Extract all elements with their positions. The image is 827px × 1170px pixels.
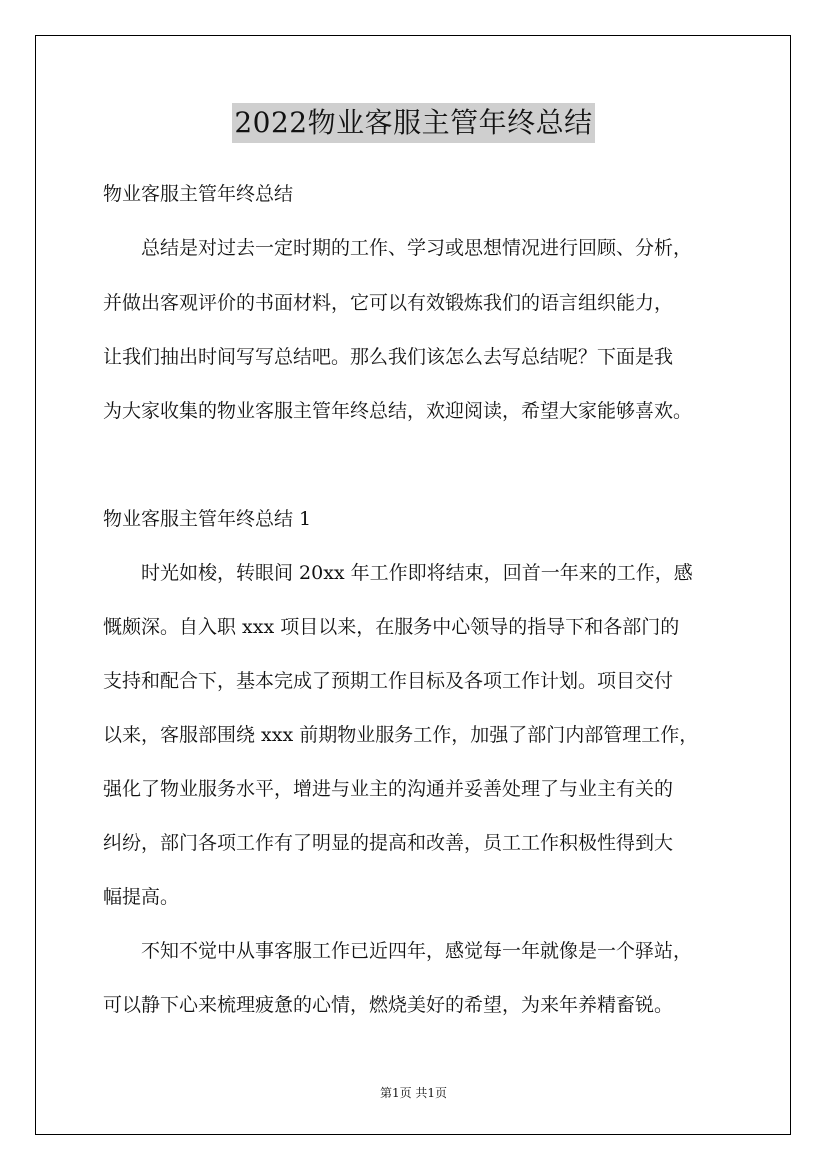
page-footer: 第1页 共1页 [379,1086,448,1100]
paragraph-line: 支持和配合下，基本完成了预期工作目标及各项工作计划。项目交付 [103,670,674,692]
intro-line: 总结是对过去一定时期的工作、学习或思想情况进行回顾、分析， [141,237,693,259]
intro-line: 让我们抽出时间写写总结吧。那么我们该怎么去写总结呢？下面是我 [103,346,674,368]
paragraph-line: 以来，客服部围绕 xxx 前期物业服务工作，加强了部门内部管理工作， [103,724,699,746]
section-heading: 物业客服主管年终总结 1 [103,508,312,530]
paragraph-line: 强化了物业服务水平，增进与业主的沟通并妥善处理了与业主有关的 [103,778,674,800]
document-title: 2022物业客服主管年终总结 [232,103,594,143]
paragraph-line: 可以静下心来梳理疲惫的心情，燃烧美好的希望，为来年养精畜锐。 [103,994,674,1016]
intro-line: 为大家收集的物业客服主管年终总结，欢迎阅读，希望大家能够喜欢。 [103,400,693,422]
intro-line: 并做出客观评价的书面材料，它可以有效锻炼我们的语言组织能力， [103,292,674,314]
paragraph-line: 幅提高。 [103,886,180,908]
paragraph-line: 纠纷，部门各项工作有了明显的提高和改善，员工工作积极性得到大 [103,832,674,854]
paragraph-line: 慨颇深。自入职 xxx 项目以来，在服务中心领导的指导下和各部门的 [103,616,680,638]
title-container [0,103,827,143]
document-subtitle: 物业客服主管年终总结 [103,183,294,205]
paragraph-line: 时光如梭，转眼间 20xx 年工作即将结束，回首一年来的工作，感 [141,562,693,584]
paragraph-line: 不知不觉中从事客服工作已近四年，感觉每一年就像是一个驿站， [141,940,693,962]
